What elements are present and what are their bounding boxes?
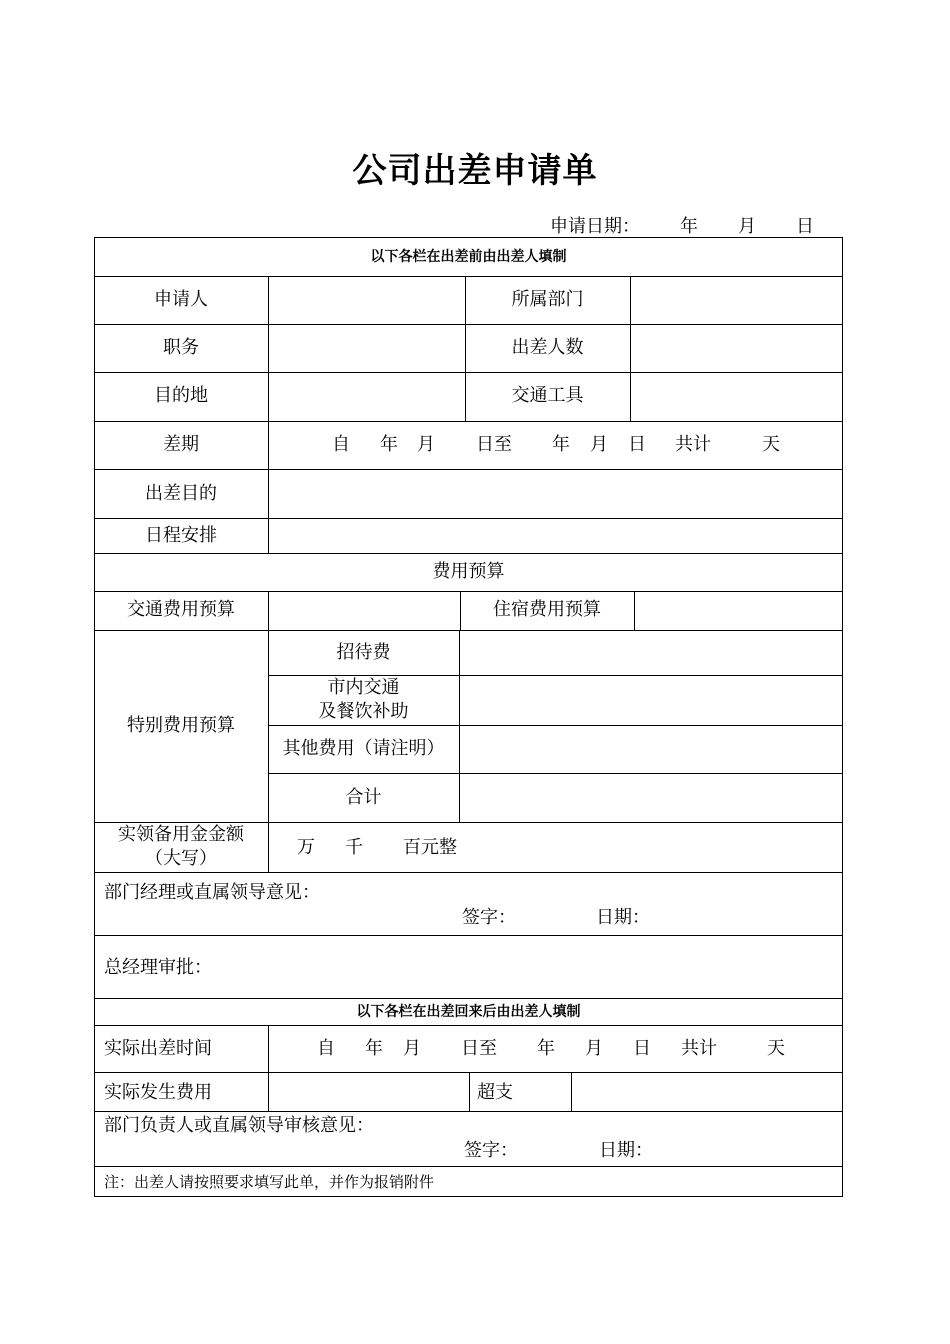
- actual-period-days: 天: [767, 1038, 785, 1059]
- department-label: 所属部门: [511, 289, 584, 310]
- local-transport-label-line2: 及餐饮补助: [318, 701, 409, 722]
- before-trip-header: 以下各栏在出差前由出差人填制: [370, 249, 567, 265]
- dept-review-date: 日期：: [599, 1140, 653, 1161]
- entertainment-field[interactable]: [461, 631, 841, 674]
- actual-period-day-to: 日至: [461, 1038, 497, 1059]
- department-field[interactable]: [632, 277, 841, 323]
- schedule-field[interactable]: [270, 519, 841, 552]
- dept-review-sign: 签字：: [464, 1140, 518, 1161]
- footer-note: 注：出差人请按照要求填写此单，并作为报销附件: [104, 1173, 435, 1191]
- period-year: 年: [380, 434, 398, 455]
- period-month2: 月: [590, 434, 608, 455]
- advance-wan: 万: [297, 837, 315, 858]
- actual-period-month2: 月: [585, 1038, 603, 1059]
- destination-field[interactable]: [270, 373, 464, 420]
- budget-header: 费用预算: [432, 561, 505, 582]
- apply-date-year: 年: [680, 216, 698, 237]
- other-expense-field[interactable]: [461, 726, 841, 772]
- apply-date-row: [550, 212, 814, 238]
- actual-period-total: 共计: [681, 1038, 717, 1059]
- actual-period-year2: 年: [537, 1038, 555, 1059]
- actual-period-from: 自: [317, 1038, 335, 1059]
- lodging-budget-label: 住宿费用预算: [493, 599, 601, 620]
- subtotal-field[interactable]: [461, 774, 841, 821]
- traveler-count-label: 出差人数: [511, 337, 584, 358]
- transport-label: 交通工具: [511, 385, 584, 406]
- dept-manager-sign: 签字：: [462, 907, 516, 928]
- dept-manager-date: 日期：: [596, 907, 650, 928]
- local-transport-label-line1: 市内交通: [327, 677, 400, 698]
- destination-label: 目的地: [154, 385, 208, 406]
- overspend-label: 超支: [477, 1082, 513, 1103]
- advance-label-line1: 实领备用金金额: [118, 824, 244, 845]
- traveler-count-field[interactable]: [632, 325, 841, 371]
- period-days: 天: [762, 434, 780, 455]
- subtotal-label: 合计: [345, 787, 382, 808]
- local-transport-field[interactable]: [461, 676, 841, 724]
- advance-bai: 百元整: [403, 837, 457, 858]
- purpose-field[interactable]: [270, 470, 841, 517]
- period-day2: 日: [628, 434, 646, 455]
- actual-period-month: 月: [403, 1038, 421, 1059]
- dept-review-label: 部门负责人或直属领导审核意见：: [104, 1115, 374, 1136]
- applicant-field[interactable]: [270, 277, 464, 323]
- lodging-budget-field[interactable]: [636, 592, 841, 629]
- form-title: 公司出差申请单: [352, 151, 598, 191]
- period-year2: 年: [552, 434, 570, 455]
- advance-qian: 千: [345, 837, 363, 858]
- actual-period-year: 年: [365, 1038, 383, 1059]
- transport-field[interactable]: [632, 373, 841, 420]
- period-month: 月: [417, 434, 435, 455]
- special-budget-label: 特别费用预算: [127, 715, 235, 736]
- position-label: 职务: [163, 337, 199, 358]
- actual-period-day2: 日: [633, 1038, 651, 1059]
- period-from: 自: [332, 434, 350, 455]
- actual-cost-label: 实际发生费用: [104, 1082, 212, 1103]
- purpose-label: 出差目的: [145, 483, 217, 504]
- transport-budget-field[interactable]: [270, 592, 459, 629]
- actual-period-label: 实际出差时间: [104, 1038, 212, 1059]
- schedule-label: 日程安排: [145, 525, 217, 546]
- apply-date-day: 日: [796, 216, 814, 237]
- transport-budget-label: 交通费用预算: [127, 599, 235, 620]
- applicant-label: 申请人: [154, 289, 208, 310]
- actual-cost-field[interactable]: [270, 1073, 468, 1110]
- apply-date-month: 月: [738, 216, 756, 237]
- entertainment-label: 招待费: [336, 642, 391, 663]
- period-total: 共计: [675, 434, 711, 455]
- gm-approval-label: 总经理审批：: [104, 957, 212, 978]
- advance-label-line2: （大写）: [145, 848, 217, 869]
- apply-date-label: 申请日期：: [550, 216, 640, 237]
- period-day-to: 日至: [476, 434, 512, 455]
- position-field[interactable]: [270, 325, 464, 371]
- dept-manager-label: 部门经理或直属领导意见：: [104, 882, 320, 903]
- overspend-field[interactable]: [573, 1073, 841, 1110]
- after-trip-header: 以下各栏在出差回来后由出差人填制: [356, 1004, 581, 1020]
- other-expense-label: 其他费用（请注明）: [282, 738, 445, 759]
- period-label: 差期: [163, 434, 199, 455]
